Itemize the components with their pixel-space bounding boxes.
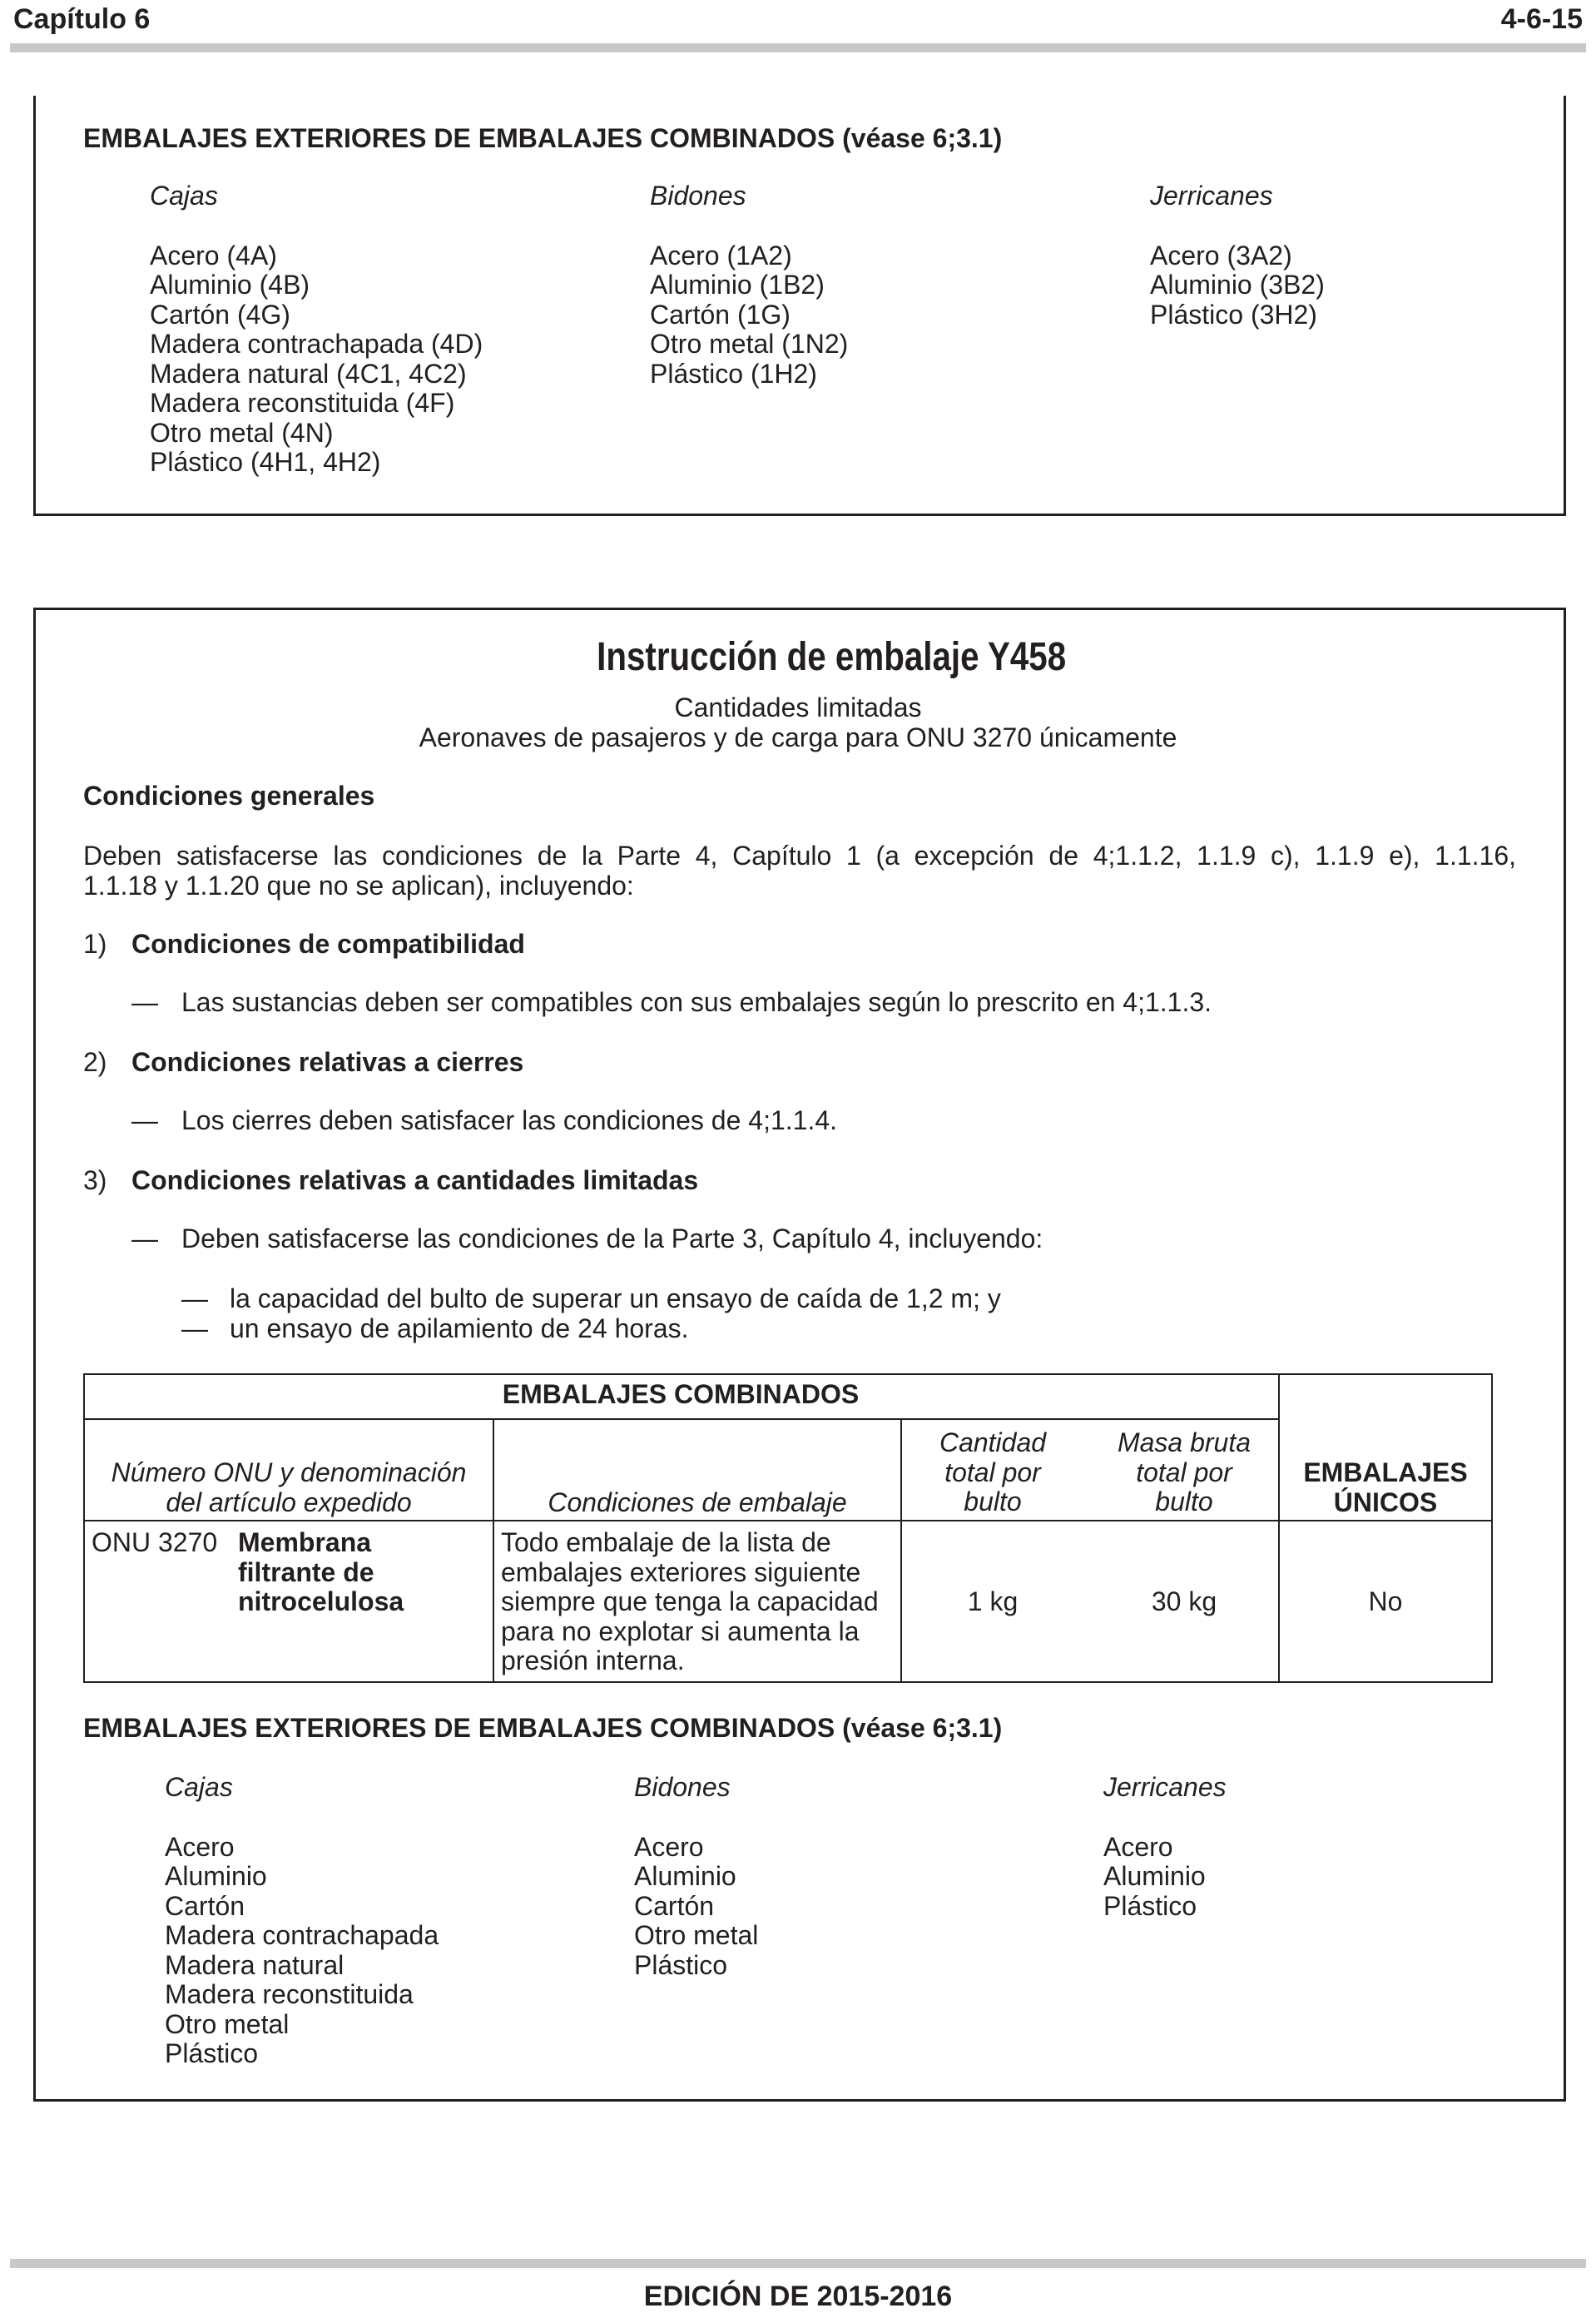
table-border	[83, 1681, 1493, 1683]
outer-packagings-heading: EMBALAJES EXTERIORES DE EMBALAJES COMBINADOS (véase 6;3.1)	[83, 123, 1003, 153]
group-header: EMBALAJES COMBINADOS	[502, 1379, 860, 1409]
list-item: Otro metal (1N2)	[650, 329, 849, 359]
list-item: Plástico (3H2)	[1150, 299, 1317, 330]
column-header-single-packagings: EMBALAJES ÚNICOS	[1303, 1457, 1468, 1517]
intro-line-2: 1.1.18 y 1.1.20 que no se aplican), incluyendo:	[83, 871, 634, 901]
condition-text-compatibility: Las sustancias deben ser compatibles con sus embalajes según lo prescrito en 4;1.1.3.	[181, 987, 1212, 1017]
intro-line-1: Deben satisfacerse las condiciones de la Parte 4, Capítulo 1 (a excepción de 4;1.1.2, 1.1.9 c), 1.1.9 e), 1.1.16,	[83, 841, 1516, 871]
total-quantity: 1 kg	[967, 1586, 1019, 1616]
dash: —	[181, 1313, 208, 1343]
list-item: Otro metal	[634, 1920, 759, 1950]
column-title: Cajas	[165, 1772, 233, 1802]
instruction-title: Instrucción de embalaje Y458	[597, 635, 1067, 679]
single-packagings: No	[1368, 1586, 1403, 1616]
outer-packagings-heading-2: EMBALAJES EXTERIORES DE EMBALAJES COMBINADOS (véase 6;3.1)	[83, 1713, 1003, 1743]
packing-conditions: Todo embalaje de la lista de embalajes exteriores siguiente siempre que tenga la capacidad para no explotar si aumenta la presión interna.	[501, 1527, 879, 1675]
list-item: Cartón	[165, 1890, 245, 1921]
list-item: Otro metal (4N)	[150, 417, 334, 448]
list-item: Cartón (4G)	[150, 299, 290, 330]
jerricans-column-2	[1103, 1773, 1227, 1921]
list-item: Otro metal	[165, 2008, 290, 2039]
list-item: Plástico	[1103, 1890, 1197, 1921]
list-item: Plástico	[634, 1949, 728, 1980]
condition-number: 2)	[83, 1047, 107, 1077]
list-item: Madera contrachapada	[165, 1920, 439, 1950]
column-title: Cajas	[150, 181, 218, 211]
column-title: Jerricanes	[1103, 1772, 1227, 1802]
list-item: Aluminio (3B2)	[1150, 270, 1325, 300]
edition-label: EDICIÓN DE 2015-2016	[643, 2281, 953, 2312]
boxes-column-2	[165, 1773, 439, 2069]
column-header-gross-mass: Masa bruta total por bulto	[1117, 1427, 1252, 1516]
column-title: Jerricanes	[1150, 181, 1273, 211]
list-item: Madera contrachapada (4D)	[150, 329, 483, 359]
list-item: Cartón	[634, 1890, 715, 1921]
dash: —	[131, 1105, 158, 1135]
list-item: Aluminio	[165, 1861, 267, 1891]
column-title: Bidones	[650, 181, 746, 211]
condition-title-closures: Condiciones relativas a cierres	[131, 1047, 524, 1077]
footer-rule	[10, 2259, 1586, 2268]
table-border	[1491, 1373, 1493, 1683]
list-item: Aluminio (4B)	[150, 270, 310, 300]
list-item: Acero	[634, 1831, 704, 1862]
page-number: 4-6-15	[1500, 3, 1583, 35]
boxes-column	[150, 181, 483, 478]
list-item: Plástico	[165, 2038, 259, 2068]
column-header-quantity: Cantidad total por bulto	[939, 1427, 1047, 1516]
list-item: Acero	[1103, 1831, 1173, 1862]
condition-text-limited-quantities: Deben satisfacerse las condiciones de la Parte 3, Capítulo 4, incluyendo:	[181, 1224, 1043, 1253]
list-item: Madera natural (4C1, 4C2)	[150, 358, 467, 389]
sub-condition-drop-test: la capacidad del bulto de superar un ensayo de caída de 1,2 m; y	[230, 1283, 1001, 1313]
packing-table	[83, 1373, 1493, 1683]
list-item: Madera reconstituida	[165, 1979, 414, 2009]
instruction-subtitle-2: Aeronaves de pasajeros y de carga para ONU 3270 únicamente	[419, 722, 1177, 752]
dash: —	[131, 1224, 158, 1253]
list-item: Aluminio (1B2)	[650, 270, 825, 300]
condition-number: 1)	[83, 929, 107, 959]
list-item: Cartón (1G)	[650, 299, 791, 330]
list-item: Acero (1A2)	[650, 240, 792, 271]
jerricans-column	[1150, 181, 1325, 330]
un-number: ONU 3270	[92, 1527, 218, 1557]
chapter-label: Capítulo 6	[13, 3, 151, 35]
column-title: Bidones	[634, 1772, 731, 1802]
column-header-conditions: Condiciones de embalaje	[548, 1487, 847, 1517]
general-conditions-heading: Condiciones generales	[83, 781, 375, 811]
list-item: Acero (3A2)	[1150, 240, 1292, 271]
condition-title-limited-quantities: Condiciones relativas a cantidades limitadas	[131, 1165, 699, 1195]
column-header-un-number: Número ONU y denominación del artículo expedido	[111, 1457, 467, 1517]
table-divider	[493, 1418, 494, 1683]
drums-column	[650, 181, 848, 389]
list-item: Aluminio	[634, 1861, 736, 1891]
table-divider	[83, 1418, 1278, 1420]
dash: —	[131, 987, 158, 1017]
article-name: Membrana filtrante de nitrocelulosa	[238, 1527, 404, 1616]
condition-number: 3)	[83, 1165, 107, 1195]
table-divider	[83, 1520, 1493, 1521]
header-rule	[10, 43, 1586, 52]
list-item: Acero	[165, 1831, 235, 1862]
drums-column-2	[634, 1773, 758, 1980]
list-item: Acero (4A)	[150, 240, 277, 271]
table-divider	[1278, 1373, 1280, 1683]
list-item: Madera reconstituida (4F)	[150, 388, 455, 418]
sub-condition-stacking-test: un ensayo de apilamiento de 24 horas.	[230, 1313, 689, 1343]
list-item: Plástico (1H2)	[650, 358, 817, 389]
condition-title-compatibility: Condiciones de compatibilidad	[131, 929, 525, 959]
list-item: Madera natural	[165, 1949, 344, 1980]
list-item: Plástico (4H1, 4H2)	[150, 447, 381, 477]
condition-text-closures: Los cierres deben satisfacer las condiciones de 4;1.1.4.	[181, 1105, 838, 1135]
table-border	[83, 1373, 1493, 1375]
instruction-subtitle-1: Cantidades limitadas	[674, 692, 922, 722]
list-item: Aluminio	[1103, 1861, 1206, 1891]
gross-mass: 30 kg	[1151, 1586, 1217, 1616]
dash: —	[181, 1283, 208, 1313]
